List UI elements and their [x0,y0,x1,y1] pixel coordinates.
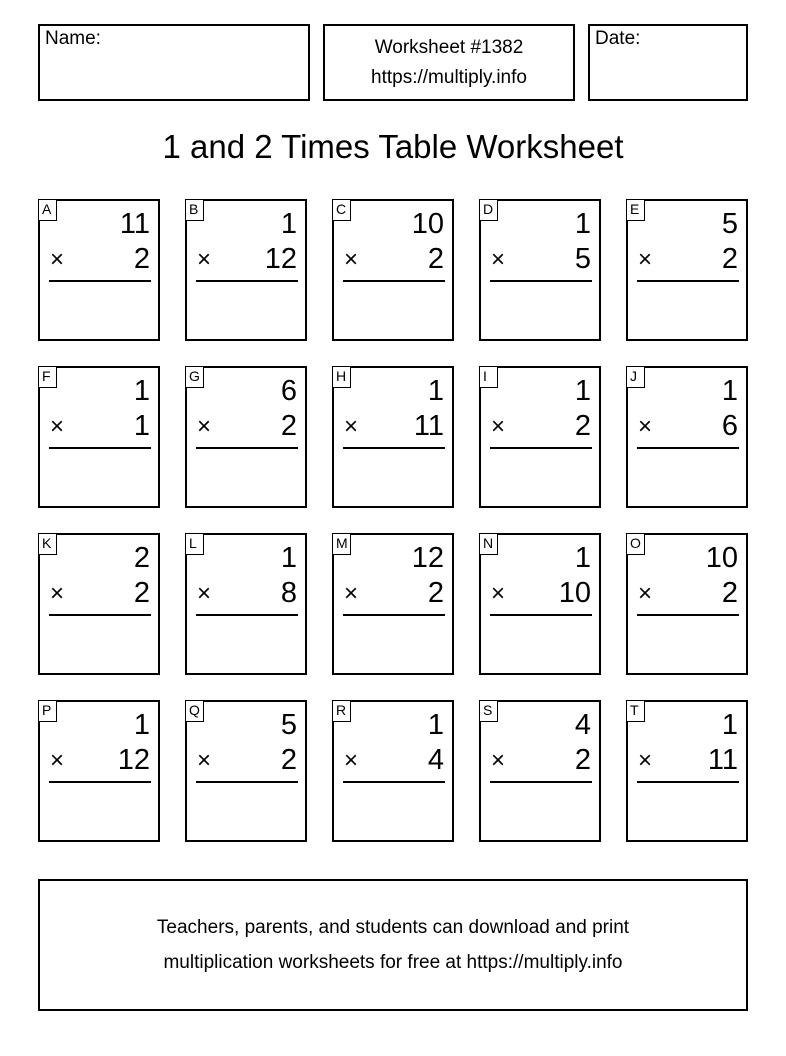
worksheet-url: https://multiply.info [371,66,527,88]
problem-card [332,199,454,341]
times-sign: × [491,246,506,273]
multiplier: 4 [427,744,444,776]
multiplicand: 1 [574,375,591,407]
answer-line [49,781,151,783]
problem-letter: D [479,199,498,221]
multiplicand: 2 [133,542,150,574]
problem-letter: N [479,533,498,555]
times-sign: × [50,246,65,273]
problem-letter: Q [185,700,204,722]
times-sign: × [344,246,359,273]
answer-line [49,447,151,449]
answer-line [49,614,151,616]
date-field-box [588,24,748,101]
problem-card [479,366,601,508]
problem-card [626,700,748,842]
problem-letter: J [626,366,645,388]
problem-card [185,199,307,341]
answer-line [196,447,298,449]
problem-card [479,700,601,842]
problem-letter: K [38,533,57,555]
times-sign: × [491,580,506,607]
multiplier: 2 [133,243,150,275]
worksheet-number: Worksheet #1382 [374,36,524,58]
problem-card [332,366,454,508]
multiplicand: 1 [280,208,297,240]
problem-letter: M [332,533,351,555]
times-sign: × [638,246,653,273]
problem-letter: B [185,199,204,221]
multiplicand: 1 [574,542,591,574]
problem-letter: F [38,366,57,388]
problem-letter: S [479,700,498,722]
footer-line-2: multiplication worksheets for free at https://multiply.info [163,952,623,973]
multiplier: 8 [280,577,297,609]
answer-line [343,614,445,616]
answer-line [637,781,739,783]
multiplicand: 1 [133,375,150,407]
answer-line [490,781,592,783]
multiplier: 12 [264,243,297,275]
times-sign: × [638,580,653,607]
problem-letter: O [626,533,645,555]
multiplier: 10 [558,577,591,609]
times-sign: × [50,580,65,607]
answer-line [196,781,298,783]
times-sign: × [344,580,359,607]
times-sign: × [197,747,212,774]
multiplicand: 1 [574,208,591,240]
problem-card [185,366,307,508]
answer-line [196,280,298,282]
multiplier: 2 [280,744,297,776]
problem-card [38,533,160,675]
footer-line-1: Teachers, parents, and students can download and print [156,917,630,938]
problem-card [626,533,748,675]
name-label: Name: [45,28,101,49]
answer-line [343,280,445,282]
date-label: Date: [595,28,641,49]
problem-letter: E [626,199,645,221]
answer-line [343,781,445,783]
answer-line [637,614,739,616]
problem-letter: G [185,366,204,388]
problem-card [332,700,454,842]
multiplicand: 5 [280,709,297,741]
multiplicand: 1 [721,375,738,407]
multiplier: 11 [707,744,738,776]
times-sign: × [638,747,653,774]
multiplier: 11 [413,410,444,442]
multiplier: 2 [427,243,444,275]
multiplier: 2 [427,577,444,609]
multiplicand: 1 [721,709,738,741]
problem-letter: A [38,199,57,221]
multiplicand: 11 [119,208,150,240]
problem-letter: R [332,700,351,722]
problem-card [38,700,160,842]
problem-letter: P [38,700,57,722]
multiplicand: 1 [427,709,444,741]
multiplier: 2 [574,744,591,776]
multiplier: 6 [721,410,738,442]
problem-card [185,533,307,675]
problem-letter: H [332,366,351,388]
times-sign: × [638,413,653,440]
multiplier: 5 [574,243,591,275]
problem-letter: I [479,366,498,388]
problem-card [479,199,601,341]
multiplicand: 5 [721,208,738,240]
worksheet-info-box [323,24,575,101]
answer-line [196,614,298,616]
multiplicand: 10 [705,542,738,574]
problem-card [185,700,307,842]
problem-letter: C [332,199,351,221]
times-sign: × [491,413,506,440]
multiplicand: 1 [280,542,297,574]
problem-card [479,533,601,675]
times-sign: × [491,747,506,774]
answer-line [49,280,151,282]
problem-card [38,199,160,341]
answer-line [343,447,445,449]
answer-line [490,447,592,449]
multiplier: 1 [133,410,150,442]
multiplicand: 6 [280,375,297,407]
answer-line [490,614,592,616]
times-sign: × [50,413,65,440]
problem-card [626,199,748,341]
problem-card [332,533,454,675]
multiplier: 2 [721,577,738,609]
footer-box [38,879,748,1011]
multiplicand: 10 [411,208,444,240]
multiplier: 2 [574,410,591,442]
multiplier: 2 [721,243,738,275]
multiplicand: 12 [411,542,444,574]
page-title: 1 and 2 Times Table Worksheet [162,128,624,165]
answer-line [637,447,739,449]
multiplier: 2 [133,577,150,609]
problem-letter: L [185,533,204,555]
multiplier: 2 [280,410,297,442]
times-sign: × [197,413,212,440]
times-sign: × [50,747,65,774]
multiplier: 12 [117,744,150,776]
times-sign: × [197,246,212,273]
answer-line [637,280,739,282]
times-sign: × [344,747,359,774]
times-sign: × [344,413,359,440]
multiplicand: 1 [133,709,150,741]
problem-card [38,366,160,508]
answer-line [490,280,592,282]
times-sign: × [197,580,212,607]
multiplicand: 1 [427,375,444,407]
multiplicand: 4 [574,709,591,741]
problem-card [626,366,748,508]
name-field-box [38,24,310,101]
problem-letter: T [626,700,645,722]
